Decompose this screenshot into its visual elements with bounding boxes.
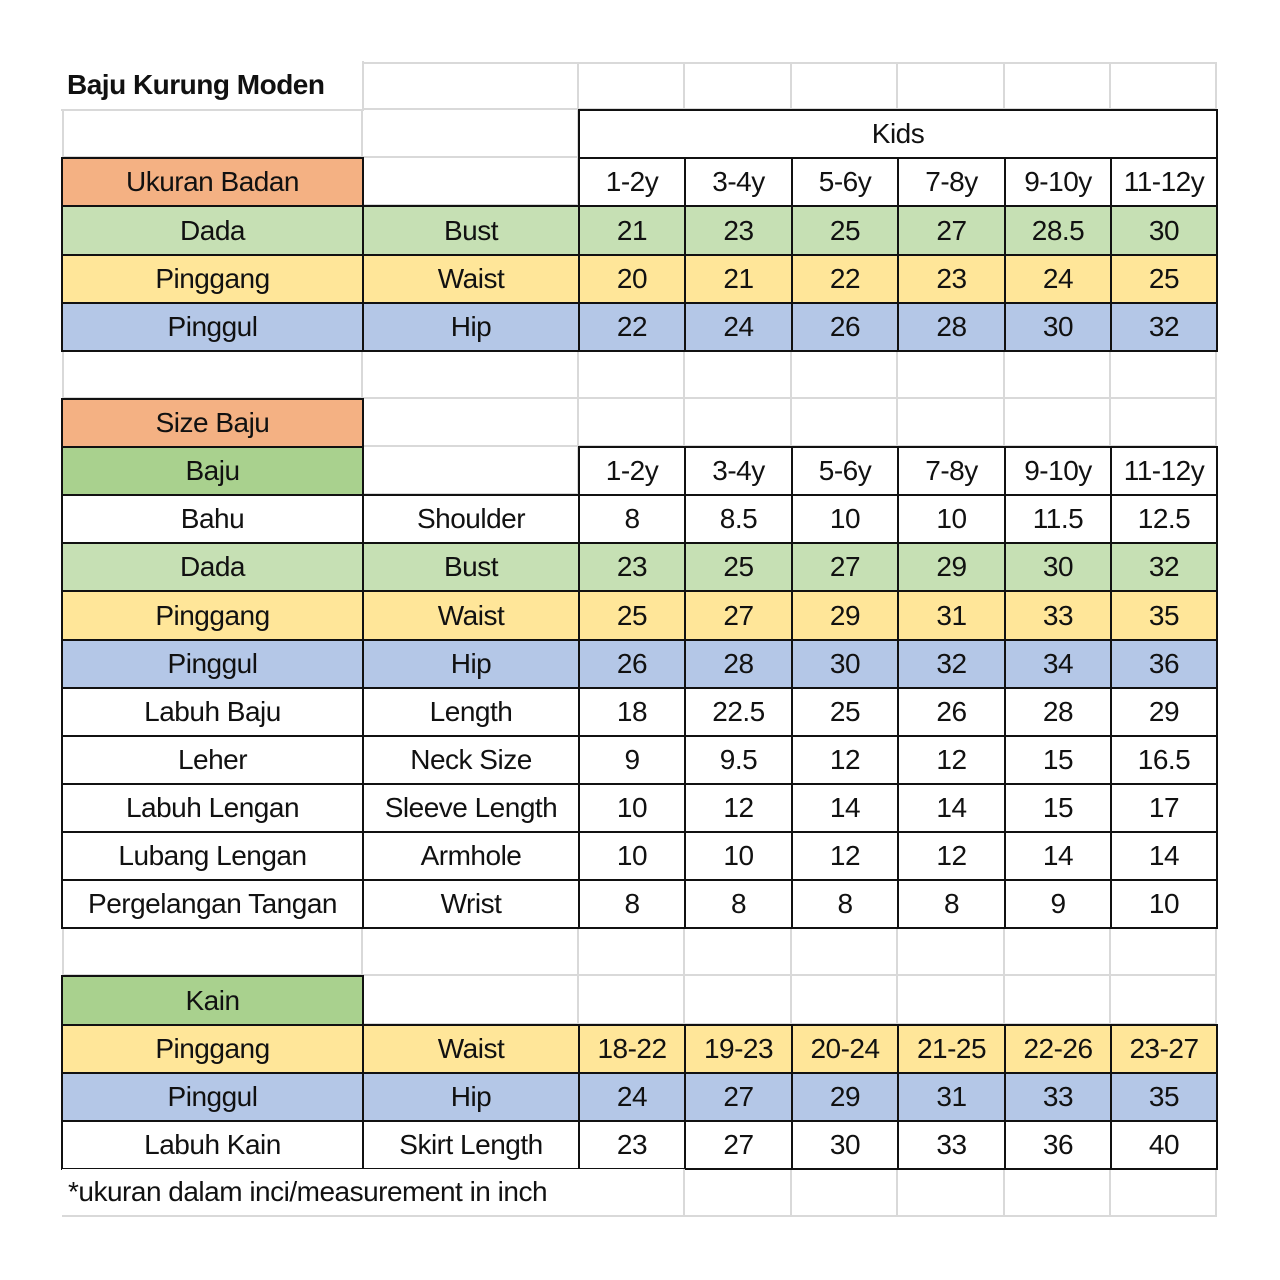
grid-cell (1005, 928, 1111, 976)
measurement-value: 10 (1110, 879, 1218, 929)
measurement-value: 8 (684, 879, 793, 929)
grid-cell (363, 976, 579, 1025)
measurement-value: 35 (1110, 1072, 1218, 1122)
measurement-value: 23-27 (1110, 1024, 1218, 1074)
grid-cell (1111, 62, 1217, 110)
measurement-value: 33 (897, 1120, 1006, 1170)
measurement-value: 12 (897, 831, 1006, 881)
measurement-value: 22 (791, 254, 899, 304)
grid-cell (579, 62, 685, 110)
row-label-malay: Pinggang (61, 590, 364, 641)
row-label-malay: Pinggang (61, 1024, 364, 1074)
measurement-value: 9 (1004, 879, 1112, 929)
measurement-value: 29 (791, 590, 899, 641)
row-label-malay: Lubang Lengan (61, 831, 364, 881)
measurement-value: 19-23 (684, 1024, 793, 1074)
grid-cell (363, 399, 579, 447)
measurement-value: 29 (791, 1072, 899, 1122)
measurement-value: 27 (684, 1072, 793, 1122)
row-label-malay: Bahu (61, 494, 364, 544)
row-label-malay: Leher (61, 735, 364, 785)
measurement-value: 36 (1110, 639, 1218, 689)
measurement-value: 21 (684, 254, 793, 304)
kids-header: Kids (578, 109, 1218, 159)
footnote: *ukuran dalam inci/measurement in inch (62, 1169, 685, 1217)
row-label-english: Hip (362, 302, 580, 352)
grid-cell (62, 351, 363, 399)
measurement-value: 23 (578, 1120, 686, 1170)
measurement-value: 14 (897, 783, 1006, 833)
row-label-english: Length (362, 687, 580, 737)
measurement-value: 30 (1110, 205, 1218, 256)
grid-cell (792, 976, 898, 1025)
grid-cell (579, 976, 685, 1025)
grid-cell (1111, 1169, 1217, 1217)
row-label-malay: Pinggang (61, 254, 364, 304)
grid-cell (898, 351, 1005, 399)
measurement-value: 29 (1110, 687, 1218, 737)
row-label-english: Shoulder (362, 494, 580, 544)
size-column-header: 5-6y (791, 157, 899, 207)
row-label-english: Hip (362, 1072, 580, 1122)
measurement-value: 15 (1004, 783, 1112, 833)
grid-cell (792, 928, 898, 976)
grid-cell (1005, 62, 1111, 110)
grid-cell (579, 399, 685, 447)
grid-cell (792, 62, 898, 110)
size-column-header: 11-12y (1110, 446, 1218, 496)
row-label-malay: Labuh Kain (61, 1120, 364, 1170)
measurement-value: 25 (791, 205, 899, 256)
grid-cell (363, 928, 579, 976)
row-label-english: Skirt Length (362, 1120, 580, 1170)
measurement-value: 27 (791, 542, 899, 592)
measurement-value: 22.5 (684, 687, 793, 737)
size-column-header: 11-12y (1110, 157, 1218, 207)
measurement-value: 9 (578, 735, 686, 785)
grid-cell (792, 1169, 898, 1217)
measurement-value: 30 (1004, 302, 1112, 352)
measurement-value: 28 (897, 302, 1006, 352)
row-label-malay: Labuh Lengan (61, 783, 364, 833)
measurement-value: 40 (1110, 1120, 1218, 1170)
measurement-value: 25 (791, 687, 899, 737)
row-label-english: Sleeve Length (362, 783, 580, 833)
measurement-value: 23 (578, 542, 686, 592)
measurement-value: 18 (578, 687, 686, 737)
grid-cell (363, 447, 579, 495)
measurement-value: 25 (684, 542, 793, 592)
row-label-english: Bust (362, 542, 580, 592)
measurement-value: 31 (897, 590, 1006, 641)
measurement-value: 12.5 (1110, 494, 1218, 544)
grid-cell (1005, 351, 1111, 399)
grid-cell (792, 351, 898, 399)
grid-cell (1111, 399, 1217, 447)
measurement-value: 26 (897, 687, 1006, 737)
grid-cell (1111, 928, 1217, 976)
measurement-value: 10 (791, 494, 899, 544)
size-column-header: 9-10y (1004, 157, 1112, 207)
measurement-value: 18-22 (578, 1024, 686, 1074)
measurement-value: 25 (1110, 254, 1218, 304)
row-label-english: Waist (362, 590, 580, 641)
row-label-english: Waist (362, 254, 580, 304)
grid-cell (685, 399, 792, 447)
measurement-value: 12 (897, 735, 1006, 785)
row-label-malay: Dada (61, 542, 364, 592)
measurement-value: 28.5 (1004, 205, 1112, 256)
row-label-english: Neck Size (362, 735, 580, 785)
measurement-value: 23 (897, 254, 1006, 304)
measurement-value: 25 (578, 590, 686, 641)
measurement-value: 24 (578, 1072, 686, 1122)
grid-cell (363, 351, 579, 399)
sheet-title: Baju Kurung Moden (61, 61, 364, 111)
garment-size-header: Size Baju (61, 398, 364, 448)
measurement-value: 14 (791, 783, 899, 833)
grid-cell (685, 928, 792, 976)
grid-cell (1005, 399, 1111, 447)
measurement-value: 11.5 (1004, 494, 1112, 544)
measurement-value: 22-26 (1004, 1024, 1112, 1074)
measurement-value: 30 (1004, 542, 1112, 592)
row-label-english: Hip (362, 639, 580, 689)
measurement-value: 10 (684, 831, 793, 881)
grid-cell (579, 928, 685, 976)
row-label-malay: Labuh Baju (61, 687, 364, 737)
measurement-value: 8 (897, 879, 1006, 929)
measurement-value: 20-24 (791, 1024, 899, 1074)
measurement-value: 26 (578, 639, 686, 689)
grid-cell (685, 351, 792, 399)
grid-cell (898, 399, 1005, 447)
row-label-english: Wrist (362, 879, 580, 929)
measurement-value: 33 (1004, 590, 1112, 641)
measurement-value: 10 (897, 494, 1006, 544)
measurement-value: 32 (1110, 302, 1218, 352)
measurement-value: 12 (791, 735, 899, 785)
measurement-value: 8 (578, 879, 686, 929)
measurement-value: 15 (1004, 735, 1112, 785)
row-label-malay: Pinggul (61, 302, 364, 352)
measurement-value: 17 (1110, 783, 1218, 833)
grid-cell (1111, 976, 1217, 1025)
grid-cell (62, 928, 363, 976)
measurement-value: 27 (897, 205, 1006, 256)
measurement-value: 34 (1004, 639, 1112, 689)
size-column-header: 1-2y (578, 446, 686, 496)
skirt-header: Kain (61, 975, 364, 1026)
size-column-header: 3-4y (684, 157, 793, 207)
grid-cell (685, 1169, 792, 1217)
grid-cell (685, 62, 792, 110)
measurement-value: 30 (791, 1120, 899, 1170)
size-column-header: 3-4y (684, 446, 793, 496)
measurement-value: 8.5 (684, 494, 793, 544)
grid-cell (62, 110, 363, 158)
measurement-value: 10 (578, 831, 686, 881)
measurement-value: 16.5 (1110, 735, 1218, 785)
measurement-value: 35 (1110, 590, 1218, 641)
size-chart-sheet (62, 62, 1217, 1217)
grid-cell (363, 62, 579, 110)
measurement-value: 28 (1004, 687, 1112, 737)
row-label-english: Waist (362, 1024, 580, 1074)
measurement-value: 31 (897, 1072, 1006, 1122)
measurement-value: 23 (684, 205, 793, 256)
grid-cell (898, 976, 1005, 1025)
measurement-value: 12 (791, 831, 899, 881)
row-label-malay: Pergelangan Tangan (61, 879, 364, 929)
baju-subheader: Baju (61, 446, 364, 496)
grid-cell (1005, 976, 1111, 1025)
grid-cell (1111, 351, 1217, 399)
measurement-value: 32 (1110, 542, 1218, 592)
size-column-header: 9-10y (1004, 446, 1112, 496)
body-size-header: Ukuran Badan (61, 157, 364, 207)
measurement-value: 8 (578, 494, 686, 544)
grid-cell (363, 158, 579, 206)
measurement-value: 28 (684, 639, 793, 689)
measurement-value: 32 (897, 639, 1006, 689)
measurement-value: 10 (578, 783, 686, 833)
measurement-value: 27 (684, 1120, 793, 1170)
grid-cell (579, 351, 685, 399)
grid-cell (685, 976, 792, 1025)
measurement-value: 24 (1004, 254, 1112, 304)
measurement-value: 21 (578, 205, 686, 256)
grid-cell (898, 1169, 1005, 1217)
measurement-value: 36 (1004, 1120, 1112, 1170)
measurement-value: 27 (684, 590, 793, 641)
size-column-header: 7-8y (897, 157, 1006, 207)
grid-cell (1005, 1169, 1111, 1217)
grid-cell (898, 928, 1005, 976)
measurement-value: 26 (791, 302, 899, 352)
row-label-english: Armhole (362, 831, 580, 881)
measurement-value: 14 (1110, 831, 1218, 881)
grid-cell (792, 399, 898, 447)
measurement-value: 29 (897, 542, 1006, 592)
measurement-value: 30 (791, 639, 899, 689)
size-column-header: 1-2y (578, 157, 686, 207)
grid-cell (363, 110, 579, 158)
size-column-header: 5-6y (791, 446, 899, 496)
row-label-english: Bust (362, 205, 580, 256)
measurement-value: 33 (1004, 1072, 1112, 1122)
row-label-malay: Pinggul (61, 1072, 364, 1122)
size-column-header: 7-8y (897, 446, 1006, 496)
measurement-value: 12 (684, 783, 793, 833)
row-label-malay: Pinggul (61, 639, 364, 689)
measurement-value: 22 (578, 302, 686, 352)
measurement-value: 20 (578, 254, 686, 304)
measurement-value: 9.5 (684, 735, 793, 785)
measurement-value: 14 (1004, 831, 1112, 881)
measurement-value: 21-25 (897, 1024, 1006, 1074)
row-label-malay: Dada (61, 205, 364, 256)
measurement-value: 8 (791, 879, 899, 929)
grid-cell (898, 62, 1005, 110)
measurement-value: 24 (684, 302, 793, 352)
